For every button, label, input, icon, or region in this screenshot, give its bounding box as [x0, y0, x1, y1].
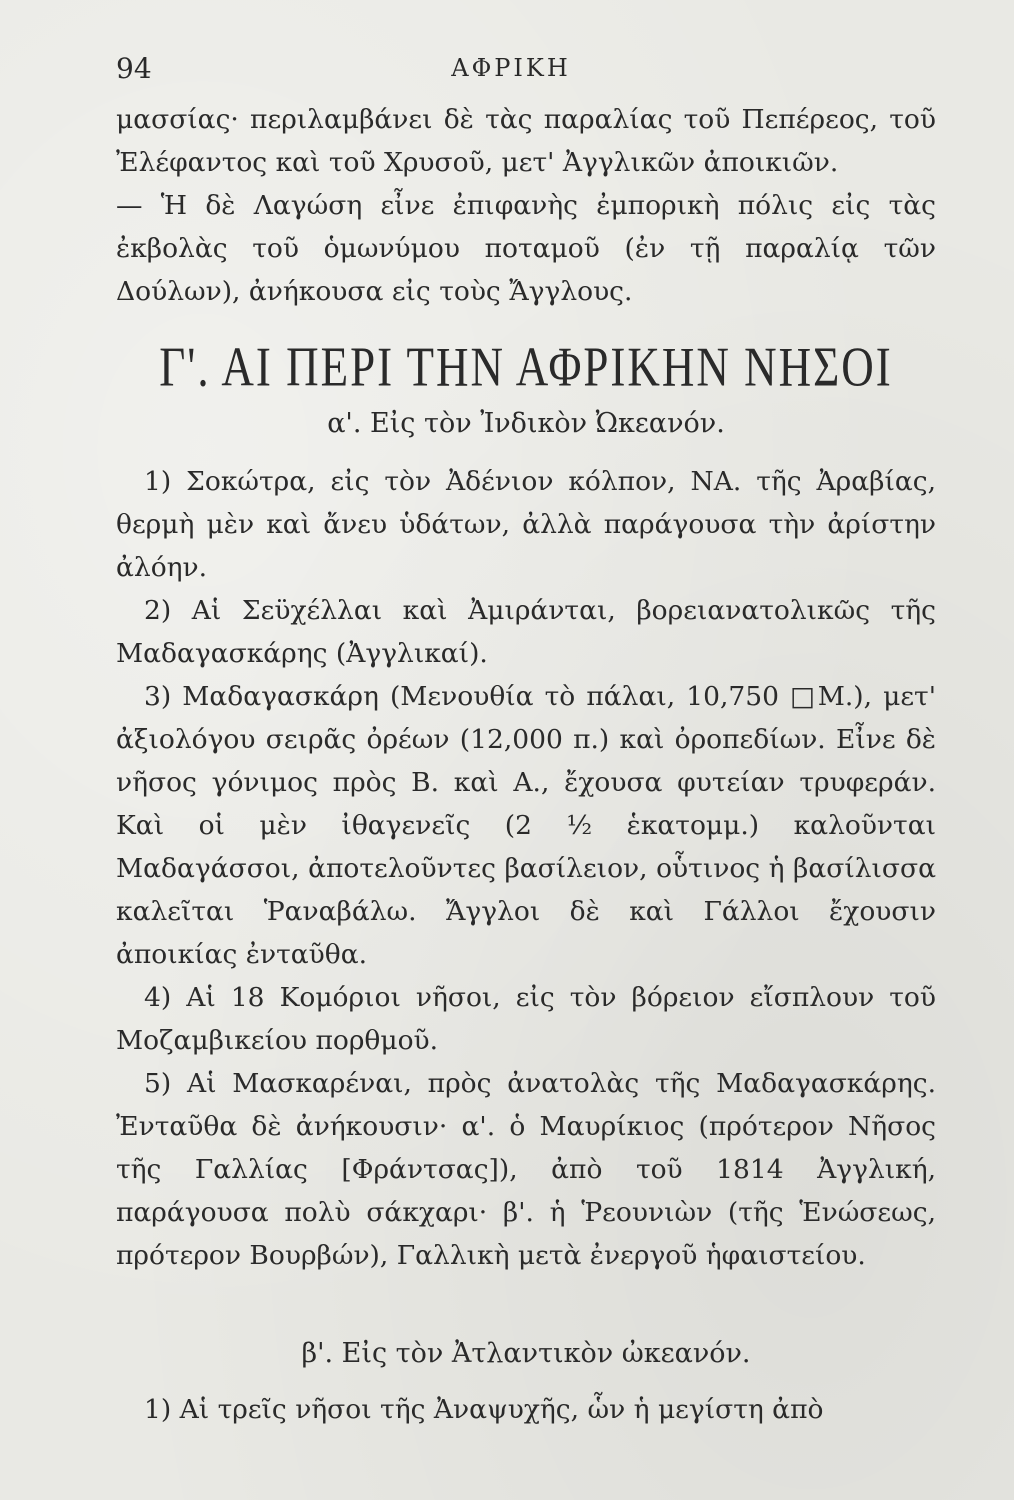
- page-number: 94: [116, 52, 152, 85]
- list-item: 3) Μαδαγασκάρη (Μενουθία τὸ πάλαι, 10,750 □Μ.), μετ' ἀξιολόγου σειρᾶς ὀρέων (12,000 π.) καὶ ὀροπεδίων. Εἶνε δὲ νῆσος γόνιμος πρὸς Β. καὶ Α., ἔχουσα φυτείαν τρυφεράν. Καὶ οἱ μὲν ἰθαγενεῖς (2 ½ ἑκατομμ.) καλοῦνται Μαδαγάσσοι, ἀποτελοῦντες βασίλειον, οὗτινος ἡ βασίλισσα καλεῖται Ῥαναβάλω. Ἄγγλοι δὲ καὶ Γάλλοι ἔχουσιν ἀποικίας ἐνταῦθα.: [116, 681, 936, 970]
- page-header: [116, 52, 906, 92]
- section-title: Γ'. ΑΙ ΠΕΡΙ ΤΗΝ ΑΦΡΙΚΗΝ ΝΗΣΟΙ: [159, 335, 893, 398]
- running-head: ΑΦΡΙΚΗ: [451, 54, 571, 82]
- list-item: 4) Αἱ 18 Κομόριοι νῆσοι, εἰς τὸν βόρειον εἴσπλουν τοῦ Μοζαμβικείου πορθμοῦ.: [116, 982, 936, 1056]
- list-item: 2) Αἱ Σεϋχέλλαι καὶ Ἀμιράνται, βορειανατολικῶς τῆς Μαδαγασκάρης (Ἀγγλικαί).: [116, 595, 936, 669]
- subsection-title-indian-ocean: α'. Εἰς τὸν Ἰνδικὸν Ὠκεανόν.: [327, 408, 725, 439]
- list-item: 1) Σοκώτρα, εἰς τὸν Ἀδένιον κόλπον, ΝΑ. τῆς Ἀραβίας, θερμὴ μὲν καὶ ἄνευ ὑδάτων, ἀλλὰ παράγουσα τὴν ἀρίστην ἀλόην.: [116, 466, 936, 583]
- atlantic-ocean-list: [116, 1388, 936, 1431]
- list-item: 5) Αἱ Μασκαρέναι, πρὸς ἀνατολὰς τῆς Μαδαγασκάρης. Ἐνταῦθα δὲ ἀνήκουσιν· α'. ὁ Μαυρίκιος (πρότερον Νῆσος τῆς Γαλλίας [Φράντσας]), ἀπὸ τοῦ 1814 Ἀγγλική, παράγουσα πολὺ σάκχαρι· β'. ἡ Ῥεουνιὼν (τῆς Ἑνώσεως, πρότερον Βουρβών), Γαλλικὴ μετὰ ἐνεργοῦ ἡφαιστείου.: [116, 1068, 936, 1271]
- list-item: 1) Αἱ τρεῖς νῆσοι τῆς Ἀναψυχῆς, ὧν ἡ μεγίστη ἀπὸ: [144, 1394, 824, 1425]
- intro-paragraph: — Ἡ δὲ Λαγώση εἶνε ἐπιφανὴς ἐμπορικὴ πόλις εἰς τὰς ἐκβολὰς τοῦ ὁμωνύμου ποταμοῦ (ἐν τῇ παραλίᾳ τῶν Δούλων), ἀνήκουσα εἰς τοὺς Ἄγγλους.: [116, 190, 936, 307]
- subsection-title-atlantic-ocean: β'. Εἰς τὸν Ἀτλαντικὸν ὠκεανόν.: [301, 1338, 751, 1369]
- indian-ocean-list: [116, 460, 936, 1277]
- intro-paragraph: μασσίας· περιλαμβάνει δὲ τὰς παραλίας τοῦ Πεπέρεος, τοῦ Ἐλέφαντος καὶ τοῦ Χρυσοῦ, μετ' Ἀγγλικῶν ἀποικιῶν.: [116, 104, 936, 178]
- intro-text: [116, 98, 936, 313]
